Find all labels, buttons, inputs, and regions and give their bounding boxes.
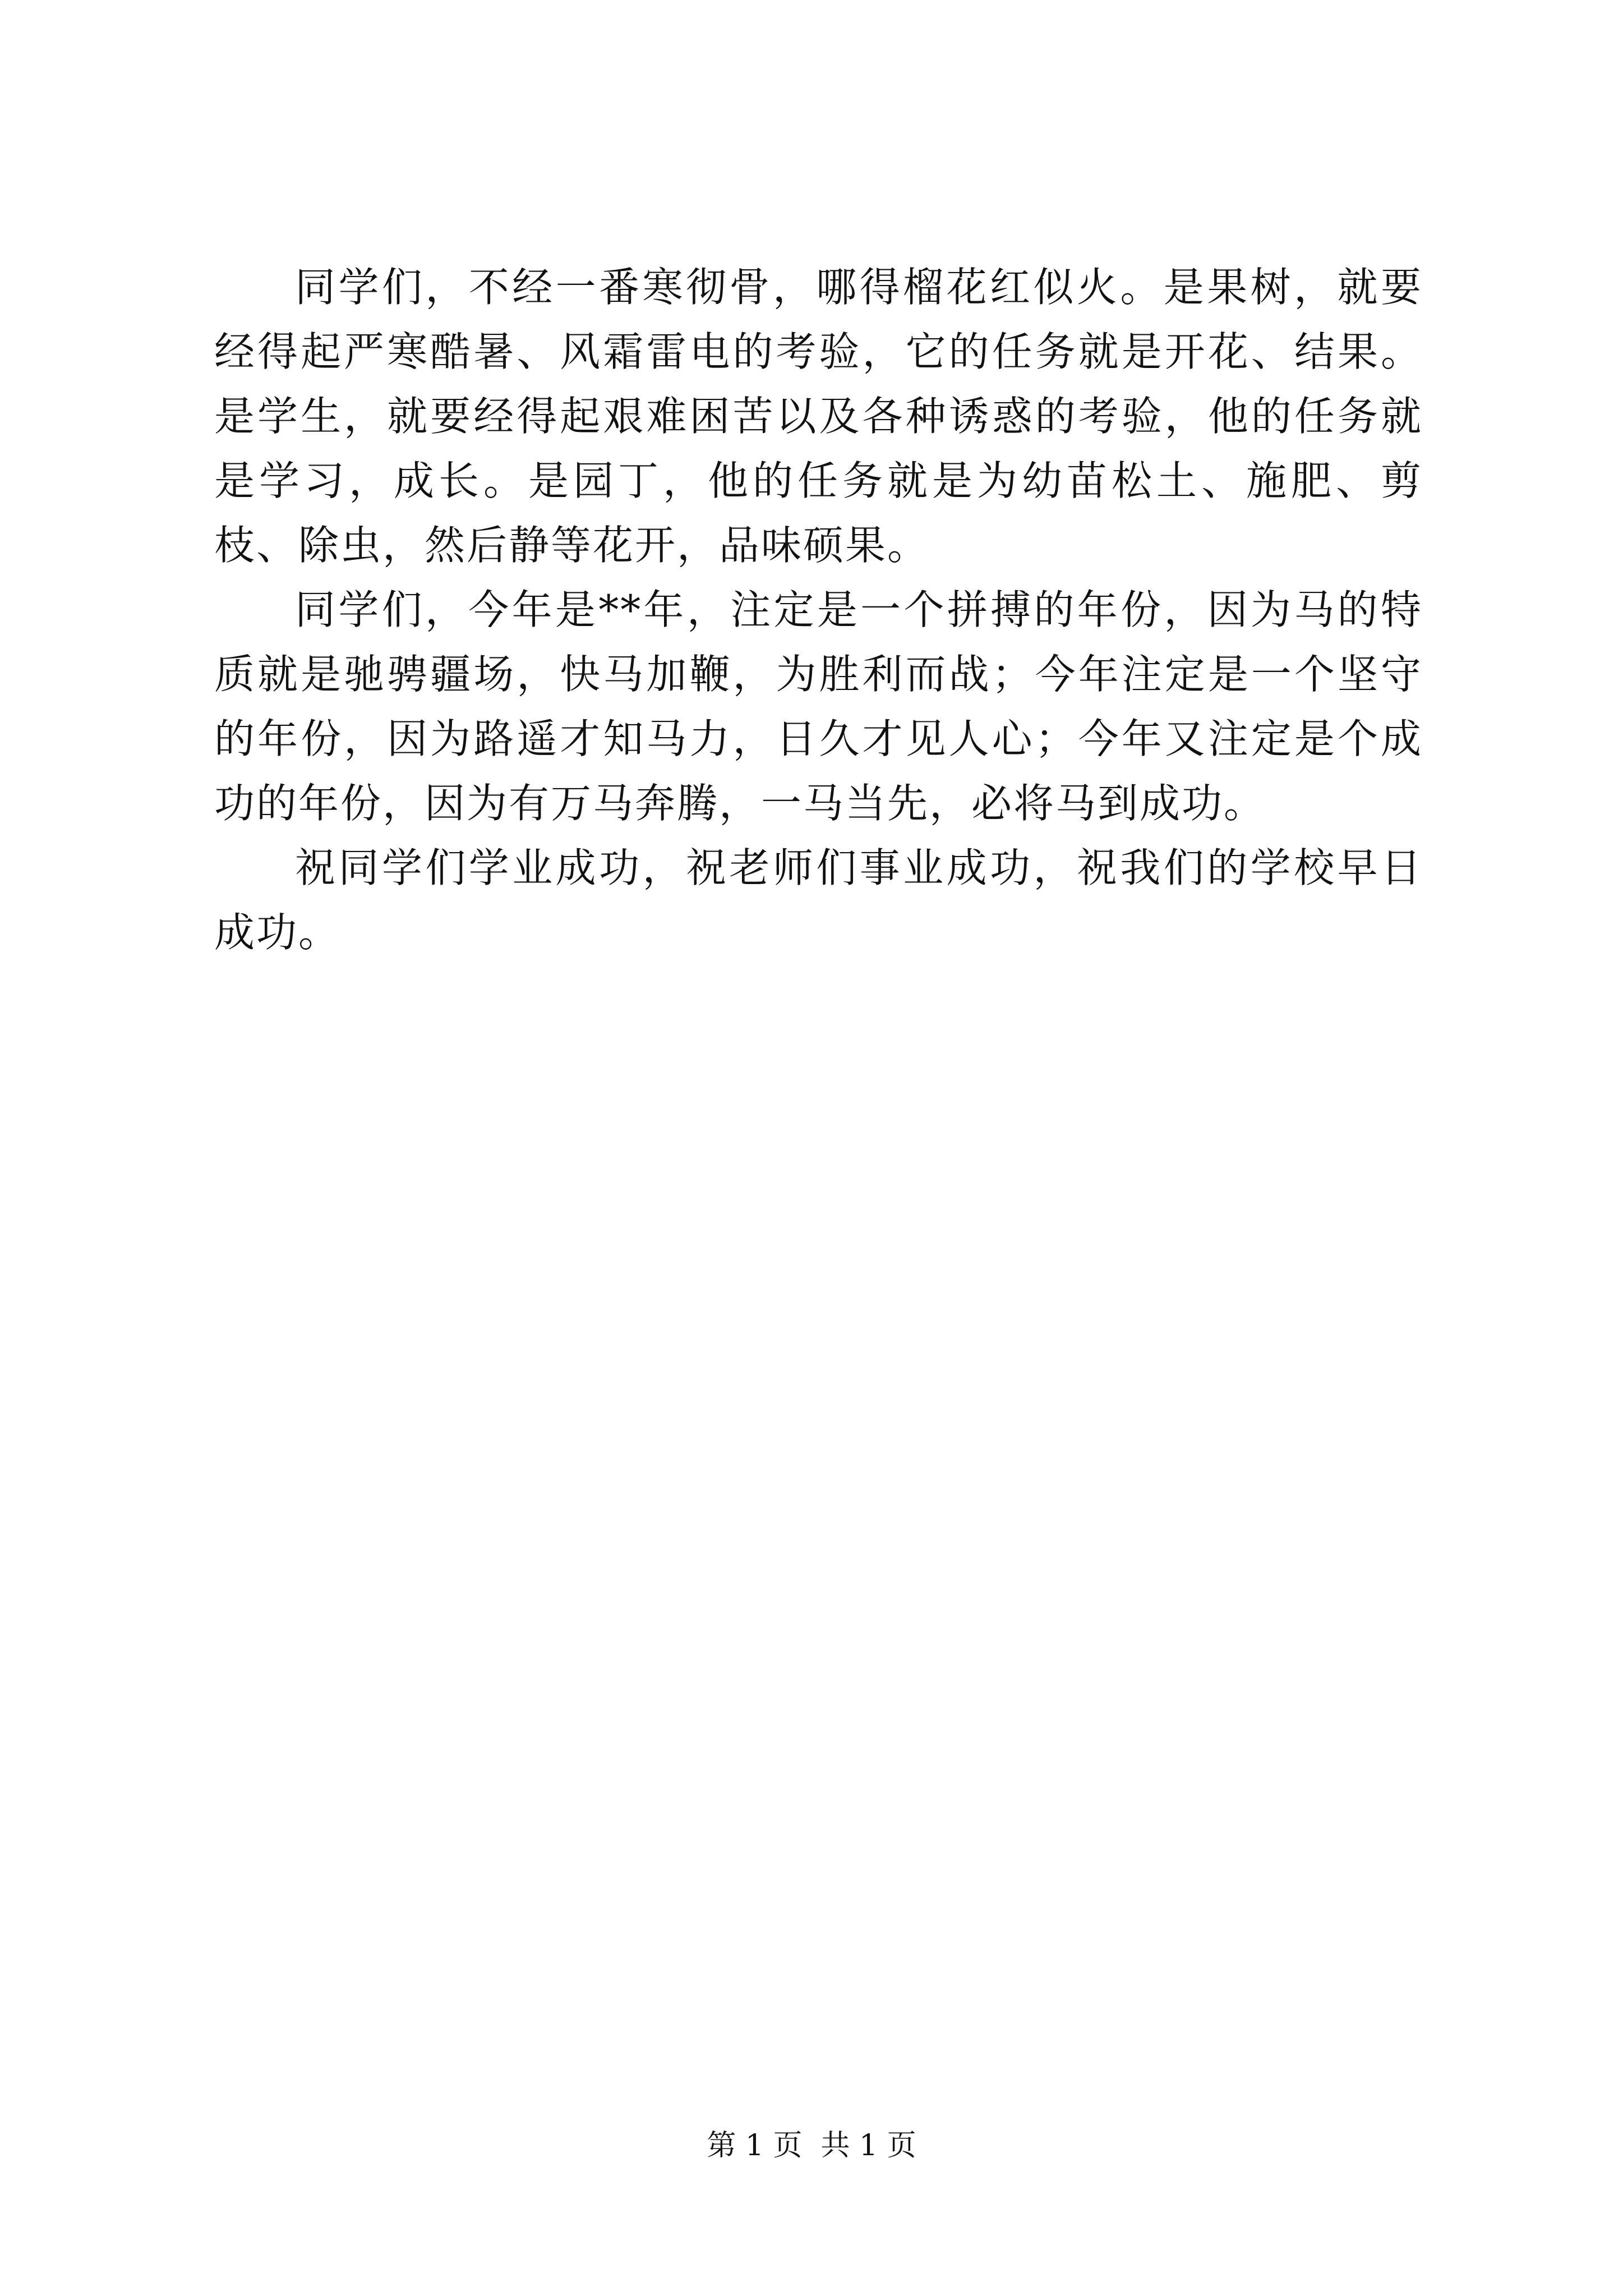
- paragraph-2: 同学们，今年是**年，注定是一个拼搏的年份，因为马的特质就是驰骋疆场，快马加鞭，为胜利而战；今年注定是一个坚守的年份，因为路遥才知马力，日久才见人心；今年又注定是个成功的年份，因为有万马奔腾，一马当先，必将马到成功。: [214, 586, 1423, 827]
- document-body: [214, 255, 1423, 965]
- page-footer: 第 1 页 共 1 页: [707, 2129, 916, 2162]
- paragraph-1: 同学们，不经一番寒彻骨，哪得榴花红似火。是果树，就要经得起严寒酷暑、风霜雷电的考验，它的任务就是开花、结果。是学生，就要经得起艰难困苦以及各种诱惑的考验，他的任务就是学习，成长。是园丁，他的任务就是为幼苗松土、施肥、剪枝、除虫，然后静等花开，品味硕果。: [214, 264, 1423, 569]
- paragraph-3: 祝同学们学业成功，祝老师们事业成功，祝我们的学校早日成功。: [214, 844, 1423, 956]
